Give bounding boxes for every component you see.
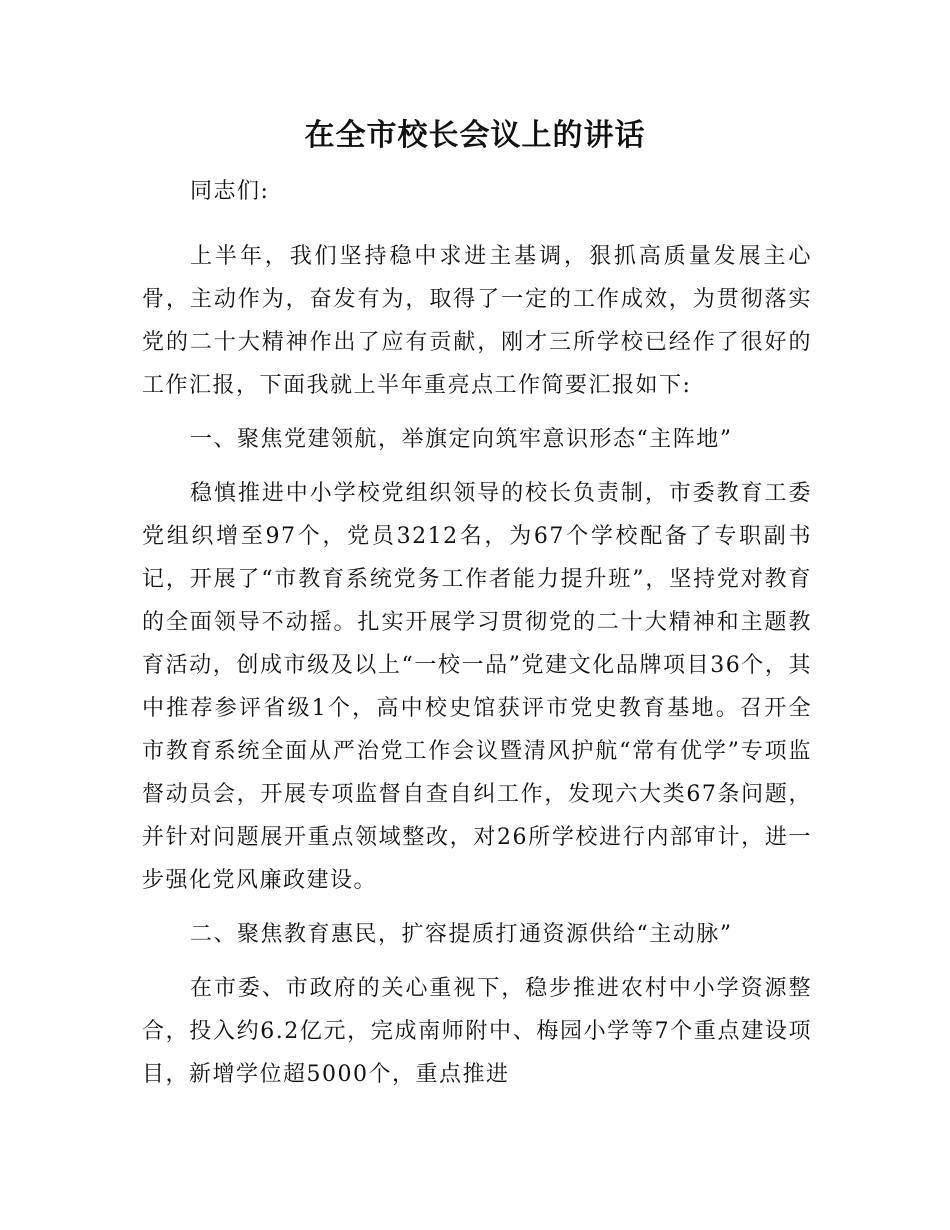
section-heading-2: 二、聚焦教育惠民，扩容提质打通资源供给“主动脉” xyxy=(190,922,733,947)
salutation: 同志们: xyxy=(190,179,270,204)
document-body xyxy=(142,170,812,1107)
paragraph-education-resources: 在市委、市政府的关心重视下，稳步推进农村中小学资源整合，投入约6.2亿元，完成南师附中、梅园小学等7个重点建设项目，新增学位超5000个，重点推进 xyxy=(142,976,812,1087)
document-title: 在全市校长会议上的讲话 xyxy=(304,118,646,153)
paragraph-intro: 上半年，我们坚持稳中求进主基调，狠抓高质量发展主心骨，主动作为，奋发有为，取得了一定的工作成效，为贯彻落实党的二十大精神作出了应有贡献，刚才三所学校已经作了很好的工作汇报，下面我就上半年重亮点工作简要汇报如下: xyxy=(142,244,812,398)
paragraph-party-building: 稳慎推进中小学校党组织领导的校长负责制，市委教育工委党组织增至97个，党员3212名，为67个学校配备了专职副书记，开展了“市教育系统党务工作者能力提升班”，坚持党对教育的全面领导不动摇。扎实开展学习贯彻党的二十大精神和主题教育活动，创成市级及以上“一校一品”党建文化品牌项目36个，其中推荐参评省级1个，高中校史馆获评市党史教育基地。召开全市教育系统全面从严治党工作会议暨清风护航“常有优学”专项监督动员会，开展专项监督自查自纠工作，发现六大类67条问题，并针对问题展开重点领域整改，对26所学校进行内部审计，进一步强化党风廉政建设。 xyxy=(142,481,812,893)
section-heading-1: 一、聚焦党建领航，举旗定向筑牢意识形态“主阵地” xyxy=(190,427,733,452)
